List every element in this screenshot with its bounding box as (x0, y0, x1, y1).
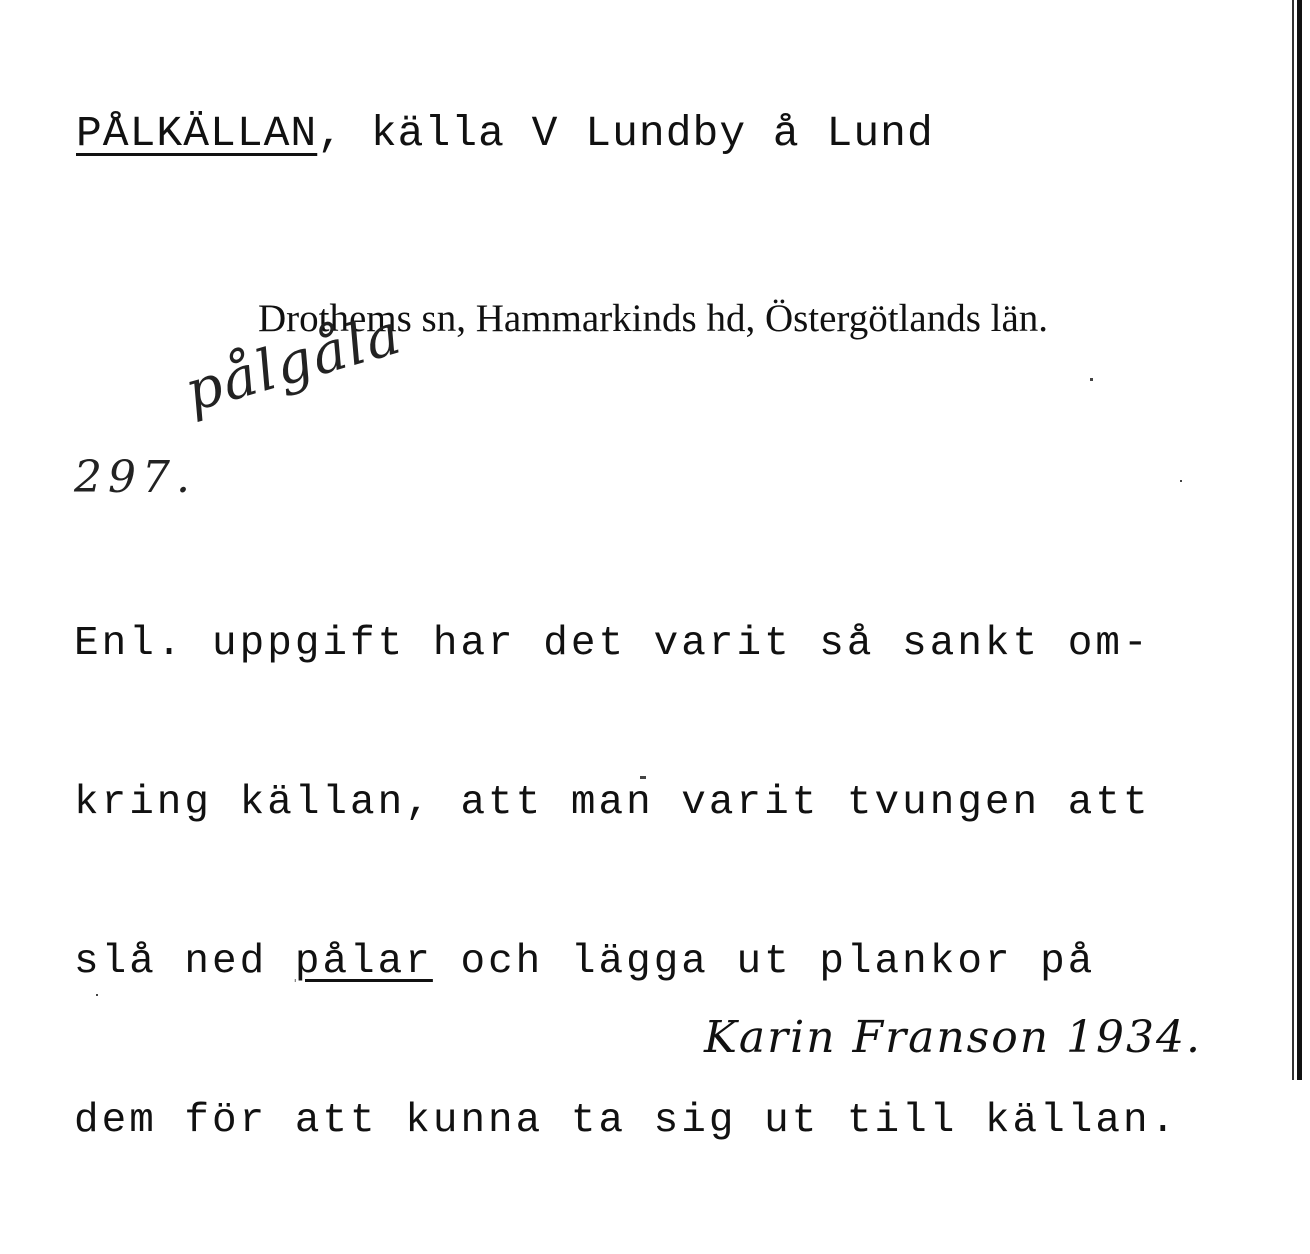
paper-speck (640, 776, 646, 779)
body-line (74, 777, 1178, 830)
body-text-segment: dem för att kunna ta sig ut till källan. (74, 1098, 1179, 1144)
body-text-segment: och lägga ut plankor på (432, 939, 1096, 985)
handwritten-record-number: 297. (74, 452, 196, 503)
card-edge-shadow (1297, 0, 1302, 1080)
paper-speck (96, 994, 98, 996)
location-line: Drothems sn, Hammarkinds hd, Östergötlands län. (258, 297, 1049, 340)
paper-speck (1180, 480, 1182, 482)
body-text-segment: Enl. uppgift har det varit så sankt om- (74, 621, 1151, 667)
underlined-word: pålar (294, 939, 433, 985)
body-text-segment: slå ned (74, 939, 295, 985)
place-name: PÅLKÄLLAN (76, 109, 318, 158)
card-edge-line (1292, 0, 1294, 1080)
card-heading (76, 109, 934, 158)
place-description: , källa V Lundby å Lund (317, 109, 934, 158)
body-text-segment: kring källan, att man varit tvungen att (74, 780, 1151, 826)
collector-signature: Karin Franson 1934. (704, 1012, 1203, 1063)
body-line (74, 1095, 1178, 1148)
card-body (74, 512, 1178, 1254)
body-line (74, 618, 1178, 671)
handwritten-dialect-form: pålgåla (178, 301, 410, 425)
paper-speck (1090, 378, 1093, 381)
body-line (74, 936, 1178, 989)
